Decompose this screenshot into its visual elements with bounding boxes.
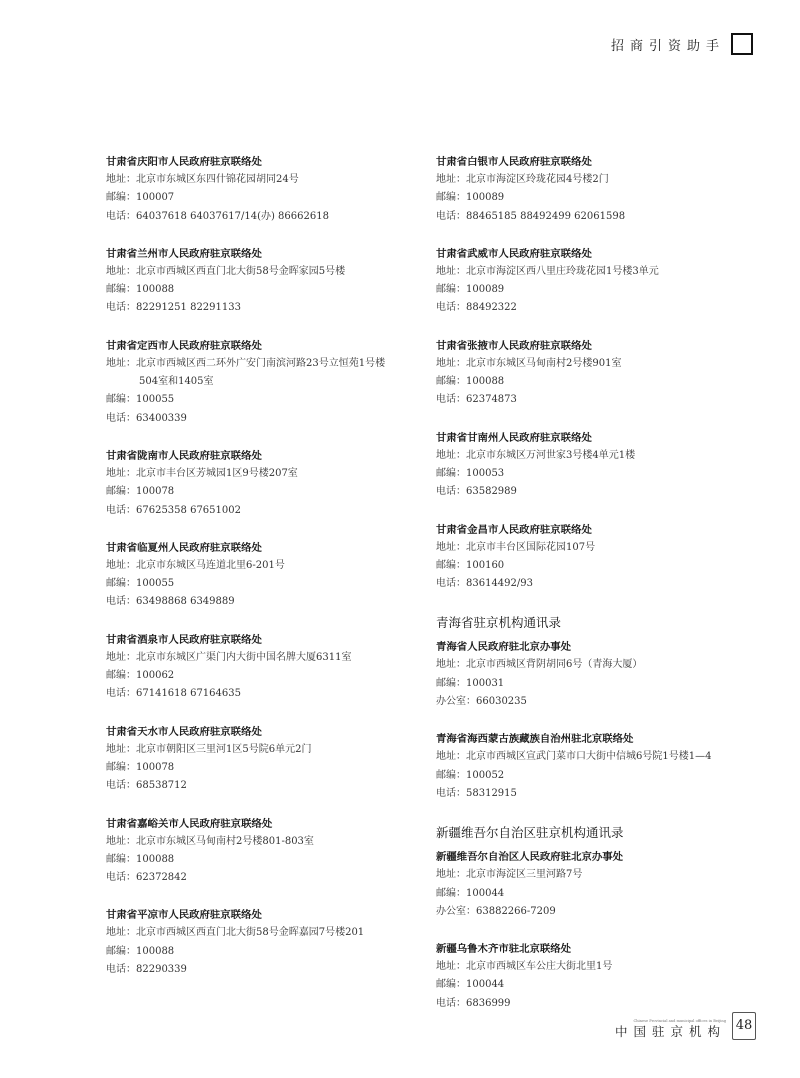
office-name: 甘肃省兰州市人民政府驻京联络处 xyxy=(106,247,262,260)
office-detail-line: 邮编：100089 xyxy=(436,284,505,296)
office-detail-line: 邮编：100062 xyxy=(106,670,175,682)
office-detail-line: 电话：58312915 xyxy=(436,787,517,799)
office-name: 甘肃省嘉峪关市人民政府驻京联络处 xyxy=(106,817,273,830)
office-detail-line: 电话：83614492/93 xyxy=(436,578,533,590)
xinjiang-section-title: 新疆维吾尔自治区驻京机构通讯录 xyxy=(436,825,624,841)
office-detail-line: 地址：北京市东城区万河世家3号楼4单元1楼 xyxy=(436,449,636,461)
office-detail-line: 邮编：100053 xyxy=(436,467,505,479)
office-name: 甘肃省酒泉市人民政府驻京联络处 xyxy=(106,633,262,646)
office-detail-line: 地址：北京市西城区西直门北大街58号金晖家园5号楼 xyxy=(106,265,346,277)
office-entry xyxy=(106,723,416,796)
footer-text xyxy=(615,1019,726,1040)
office-detail-line: 电话：62374873 xyxy=(436,394,517,406)
office-detail-line: 办公室：66030235 xyxy=(436,696,527,708)
office-detail-line: 地址：北京市丰台区芳城园1区9号楼207室 xyxy=(106,467,298,479)
footer-english: Chinese Provincial and municipal offices in Beijing xyxy=(633,1019,726,1023)
office-detail-line: 邮编：100088 xyxy=(106,284,175,296)
office-entry xyxy=(106,631,416,704)
office-detail-line: 邮编：100007 xyxy=(106,192,175,204)
office-detail-line: 电话：67625358 67651002 xyxy=(106,504,241,516)
office-name: 青海省海西蒙古族藏族自治州驻北京联络处 xyxy=(436,733,634,746)
xinjiang-list xyxy=(436,848,776,1013)
qinghai-list xyxy=(436,638,776,803)
page-header xyxy=(611,33,753,55)
office-entry xyxy=(106,245,416,318)
office-detail-line: 邮编：100078 xyxy=(106,486,175,498)
office-detail-line: 邮编：100088 xyxy=(436,376,505,388)
office-detail-line: 地址：北京市海淀区玲珑花园4号楼2门 xyxy=(436,174,609,185)
office-name: 甘肃省陇南市人民政府驻京联络处 xyxy=(106,449,262,462)
office-detail-line: 邮编：100055 xyxy=(106,394,175,406)
office-detail-line: 邮编：100044 xyxy=(436,979,505,991)
header-box-icon xyxy=(731,33,753,55)
office-detail-line: 电话：82290339 xyxy=(106,964,187,976)
footer-chinese: 中国驻京机构 xyxy=(614,1024,726,1039)
office-entry xyxy=(436,940,776,1013)
office-entry xyxy=(106,539,416,612)
office-detail-line: 地址：北京市东城区马连道北里6-201号 xyxy=(106,559,285,571)
office-entry xyxy=(106,447,416,520)
office-detail-line: 电话：88465185 88492499 62061598 xyxy=(436,210,626,222)
office-entry xyxy=(436,730,776,803)
office-detail-line: 邮编：100052 xyxy=(436,769,505,781)
office-detail-line: 地址：北京市东城区广渠门内大街中国名牌大厦6311室 xyxy=(106,651,352,663)
office-detail-line: 地址：北京市东城区马甸南村2号楼801-803室 xyxy=(106,835,314,847)
office-name: 甘肃省张掖市人民政府驻京联络处 xyxy=(436,339,592,352)
office-entry xyxy=(106,153,416,226)
office-name: 甘肃省天水市人民政府驻京联络处 xyxy=(106,725,262,738)
office-detail-line: 电话：88492322 xyxy=(436,302,517,314)
office-detail-line: 电话：63400339 xyxy=(106,412,187,424)
office-entry xyxy=(106,906,416,979)
office-name: 青海省人民政府驻北京办事处 xyxy=(436,641,572,654)
office-entry xyxy=(436,848,776,921)
office-detail-line: 电话：82291251 82291133 xyxy=(106,302,241,314)
gansu-right-list xyxy=(436,153,776,593)
office-detail-line: 504室和1405室 xyxy=(139,376,214,388)
office-detail-line: 地址：北京市丰台区国际花园107号 xyxy=(436,541,596,553)
office-detail-line: 电话：62372842 xyxy=(106,872,187,884)
office-detail-line: 办公室：63882266-7209 xyxy=(436,905,556,917)
office-name: 甘肃省武威市人民政府驻京联络处 xyxy=(436,247,592,260)
office-name: 甘肃省定西市人民政府驻京联络处 xyxy=(106,339,262,352)
office-detail-line: 地址：北京市西城区西直门北大街58号金晖嘉园7号楼201 xyxy=(106,927,365,939)
office-entry xyxy=(436,429,776,502)
office-entry xyxy=(436,245,776,318)
office-name: 甘肃省临夏州人民政府驻京联络处 xyxy=(106,541,262,554)
office-detail-line: 地址：北京市西城区车公庄大街北里1号 xyxy=(436,961,613,973)
office-entry xyxy=(436,638,776,711)
office-detail-line: 地址：北京市西城区宣武门菜市口大街中信城6号院1号楼1—4 xyxy=(436,751,712,763)
left-column xyxy=(106,153,416,998)
qinghai-section-title: 青海省驻京机构通讯录 xyxy=(436,615,562,631)
office-detail-line: 邮编：100055 xyxy=(106,578,175,590)
page-footer xyxy=(615,1012,756,1040)
office-name: 甘肃省平凉市人民政府驻京联络处 xyxy=(106,909,262,922)
office-detail-line: 地址：北京市海淀区三里河路7号 xyxy=(436,869,583,881)
right-column xyxy=(436,153,776,1032)
office-detail-line: 电话：63582989 xyxy=(436,486,517,498)
office-detail-line: 电话：67141618 67164635 xyxy=(106,688,241,700)
office-detail-line: 电话：64037618 64037617/14(办) 86662618 xyxy=(106,210,329,222)
office-detail-line: 邮编：100044 xyxy=(436,887,505,899)
header-title: 招商引资助手 xyxy=(610,38,725,54)
office-name: 新疆维吾尔自治区人民政府驻北京办事处 xyxy=(436,851,624,864)
office-name: 甘肃省庆阳市人民政府驻京联络处 xyxy=(106,156,262,168)
office-detail-line: 电话：68538712 xyxy=(106,780,187,792)
office-detail-line: 地址：北京市海淀区西八里庄玲珑花园1号楼3单元 xyxy=(436,265,659,277)
office-detail-line: 地址：北京市朝阳区三里河1区5号院6单元2门 xyxy=(106,743,312,755)
office-detail-line: 地址：北京市西城区西二环外广安门南滨河路23号立恒苑1号楼 xyxy=(106,357,386,369)
office-detail-line: 邮编：100160 xyxy=(436,559,505,571)
office-detail-line: 电话：6836999 xyxy=(436,997,511,1009)
office-name: 新疆乌鲁木齐市驻北京联络处 xyxy=(436,943,572,956)
office-detail-line: 邮编：100078 xyxy=(106,761,175,773)
office-name: 甘肃省甘南州人民政府驻京联络处 xyxy=(436,431,592,444)
office-detail-line: 地址：北京市东城区马甸南村2号楼901室 xyxy=(436,357,622,369)
office-entry xyxy=(436,521,776,594)
office-entry xyxy=(436,153,776,226)
office-name: 甘肃省白银市人民政府驻京联络处 xyxy=(436,156,592,168)
office-detail-line: 电话：63498868 6349889 xyxy=(106,596,235,608)
office-detail-line: 邮编：100031 xyxy=(436,677,505,689)
office-entry xyxy=(436,337,776,410)
office-entry xyxy=(106,815,416,888)
office-name: 甘肃省金昌市人民政府驻京联络处 xyxy=(436,523,592,536)
office-detail-line: 地址：北京市东城区东四什锦花园胡同24号 xyxy=(106,174,299,185)
office-detail-line: 邮编：100089 xyxy=(436,192,505,204)
office-detail-line: 邮编：100088 xyxy=(106,853,175,865)
office-detail-line: 地址：北京市西城区背阴胡同6号（青海大厦） xyxy=(436,659,643,671)
office-detail-line: 邮编：100088 xyxy=(106,945,175,957)
page-number: 48 xyxy=(732,1012,756,1040)
office-entry xyxy=(106,337,416,428)
